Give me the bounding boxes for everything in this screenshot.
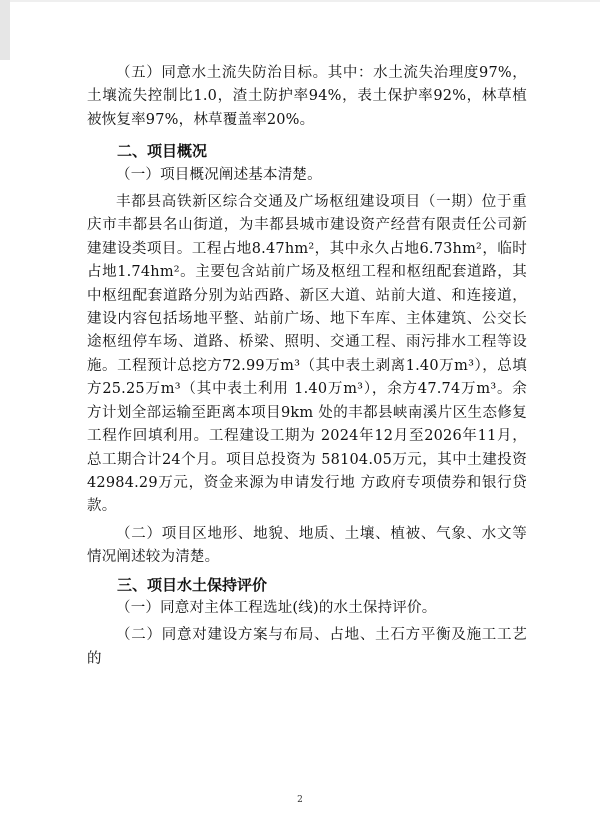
paragraph-overview-clear: （一）项目概况阐述基本清楚。 — [116, 166, 322, 183]
page-left-edge — [0, 0, 10, 60]
paragraph-project-description: 丰都县高铁新区综合交通及广场枢纽建设项目（一期）位于重庆市丰都县名山街道，为丰都县城市建设资产经营有限责任公司新建建设类项目。工程占地8.47hm²，其中永久占地6.73hm²，临时占地1.74hm²。主要包含站前广场及枢纽工程和枢纽配套道路，其中枢纽配套道路分别为站西路、新区大道、站前大道、和连接道，建设内容包括场地平整、站前广场、地下车库、主体建筑、公交长途枢纽停车场、道路、桥梁、照明、交通工程、雨污排水工程等设施。工程预计总挖方72.99万m³（其中表土剥离1.40万m³），总填方25.25万m³（其中表土利用 1.40万m³），余方47.74万m³。余方计划全部运输至距离本项目9km 处的丰都县峡南溪片区生态修复工程作回填利用。工程建设工期为 2024年12月至2026年11月，总工期合计24个月。项目总投资为 58104.05万元，其中土建投资42984.29万元，资金来源为申请发行地 方政府专项债券和银行贷款。 — [87, 194, 527, 515]
paragraph-site-selection-evaluation: （一）同意对主体工程选址(线)的水土保持评价。 — [116, 599, 437, 616]
paragraph-construction-plan-evaluation: （二）同意对建设方案与布局、占地、土石方平衡及施工工艺的 — [87, 627, 527, 667]
paragraph-soil-erosion-targets: （五）同意水土流失防治目标。其中：水土流失治理度97%，土壤流失控制比1.0，渣土防护率94%，表土保护率92%，林草植被恢复率97%，林草覆盖率20%。 — [87, 65, 527, 128]
section-heading-project-overview: 二、项目概况 — [117, 142, 208, 161]
paragraph-site-conditions: （二）项目区地形、地貌、地质、土壤、植被、气象、水文等情况阐述较为清楚。 — [87, 525, 527, 566]
page-number: 2 — [297, 795, 303, 805]
document-body — [87, 62, 527, 671]
page-top-edge — [0, 0, 600, 2]
section-heading-soil-conservation-evaluation: 三、项目水土保持评价 — [117, 575, 268, 594]
